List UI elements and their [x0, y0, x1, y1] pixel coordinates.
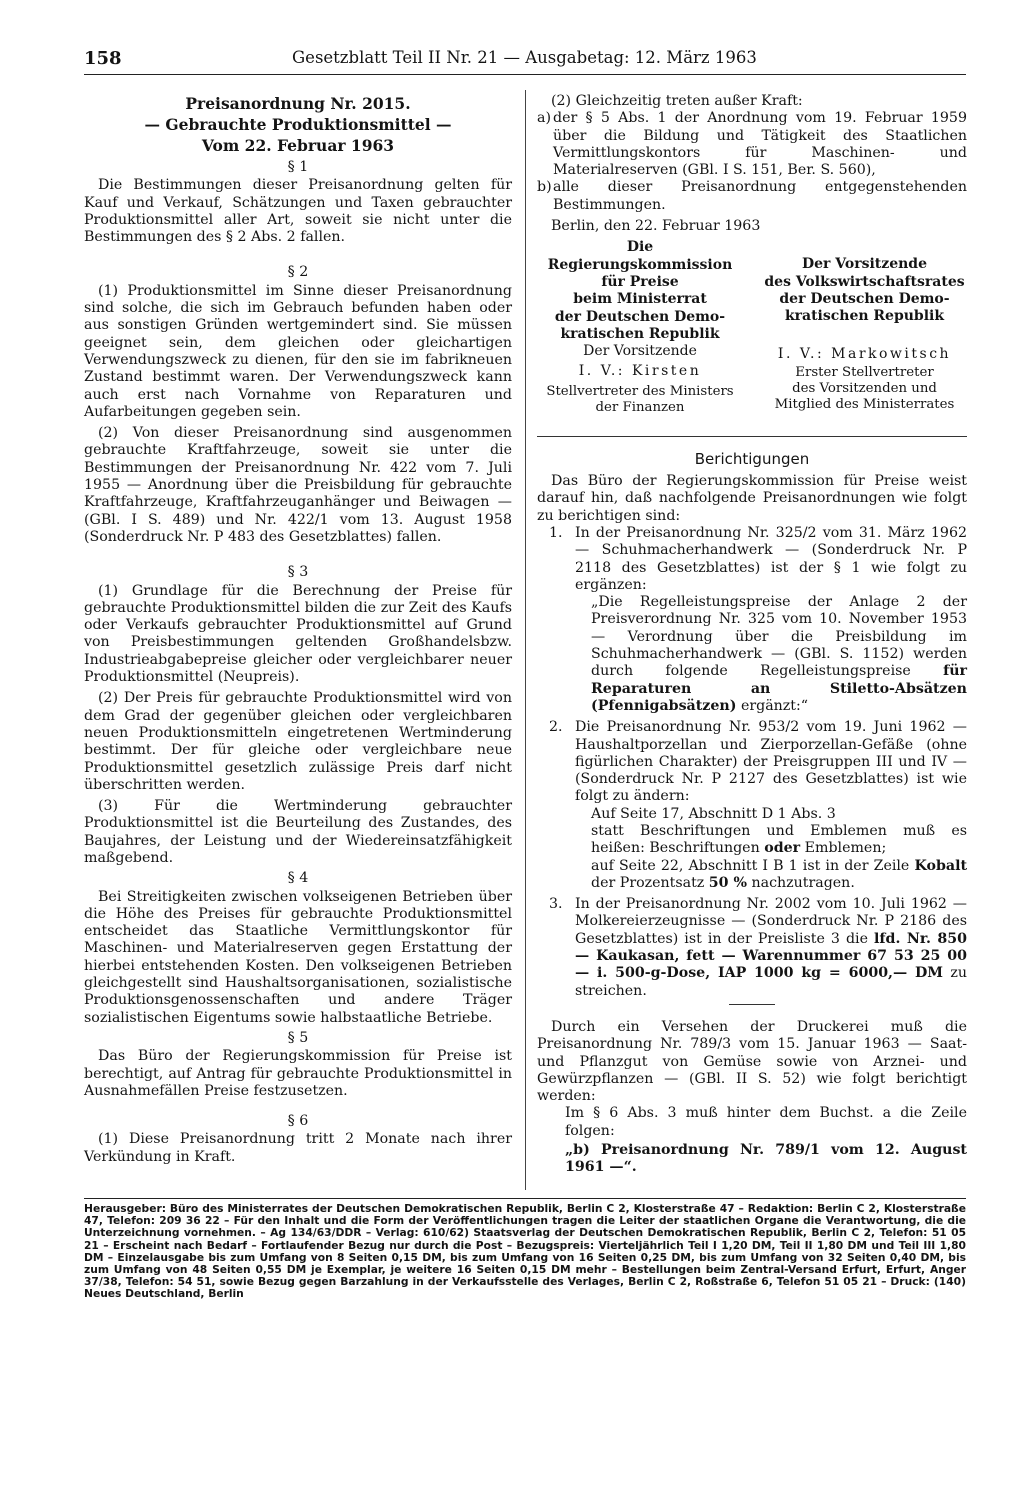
corrections-intro: Das Büro der Regierungskommission für Preise weist darauf hin, daß nachfolgende Preisanordnungen wie folgt zu berichtigen sind: [537, 473, 967, 524]
printing-error-text: Durch ein Versehen der Druckerei muß die Preisanordnung Nr. 789/3 vom 15. Januar 1963 — Saat- und Pflanzgut von Gemüse sowie von Arznei- und Gewürzpflanzen — (GBl. II S. 52) wie folgt berichtigt werden: [537, 1018, 967, 1105]
right-column [537, 93, 967, 1177]
item-label: 3. [549, 896, 563, 913]
signer-org: der Deutschen Demo- [779, 290, 950, 307]
repeal-item-a [537, 110, 967, 179]
sub-text: nachzutragen. [751, 874, 855, 891]
repeal-intro: (2) Gleichzeitig treten außer Kraft: [551, 93, 803, 109]
section-5-text: Das Büro der Regierungskommission für Preise ist berechtigt, auf Antrag für gebrauchte Produktionsmittel in Ausnahmefällen Preise festzusetzen. [84, 1048, 512, 1099]
signer-org: des Volkswirtschaftsrates [764, 273, 965, 290]
printing-error-line: „b) Preisanordnung Nr. 789/1 vom 12. August 1961 —“. [565, 1142, 967, 1176]
section-2-para-2: (2) Von dieser Preisanordnung sind ausgenommen gebrauchte Kraftfahrzeuge, soweit sie unter die Bestimmungen der Preisanordnung Nr. 422 vom 7. Juli 1955 — Anordnung über die Preisbildung für gebrauchte Kraftfahrzeuge, Kraftfahrzeuganhänger und Beiwagen — (GBl. I S. 489) und Nr. 422/1 vom 13. August 1958 (Sonderdruck Nr. P 483 des Gesetzblattes) fallen. [84, 425, 512, 545]
signer-org: für Preise [601, 273, 679, 290]
repeal-item-b [537, 179, 967, 214]
page-number: 158 [84, 48, 122, 69]
signer-org: beim Ministerrat [573, 291, 707, 308]
column-divider [525, 90, 526, 1190]
section-3-para-3: (3) Für die Wertminderung gebrauchter Produktionsmittel ist die Beurteilung des Zustandes, des Baujahres, der Leistung und der Wiedereinsatzfähigkeit maßgebend. [84, 798, 512, 866]
sub-text: Emblemen; [804, 840, 887, 857]
signer-org: der Deutschen Demo- [554, 308, 726, 325]
signature-right [762, 256, 967, 415]
sub-text: der Prozentsatz [591, 874, 705, 891]
quote-bold: für Reparaturen an Stiletto-Absätzen (Pfennigabsätzen) [591, 663, 967, 714]
printing-error-sub: Im § 6 Abs. 3 muß hinter dem Buchst. a die Zeile folgen: [565, 1105, 967, 1139]
signer-org: Der Vorsitzende [802, 256, 927, 273]
section-heading-2: § 2 [287, 264, 309, 281]
signer-title: der Finanzen [595, 399, 685, 415]
section-3-para-2: (2) Der Preis für gebrauchte Produktionsmittel wird von dem Grad der gegenüber gleichen oder vergleichbaren neuen Produktionsmitteln eingetretenen Wertminderung bestimmt. Der für gleiche oder vergleichbare neue Produktionsmittel gesetzlich zulässige Preis darf nicht überschritten werden. [84, 690, 512, 793]
section-4-text: Bei Streitigkeiten zwischen volkseigenen Betrieben über die Höhe des Preises für gebrauchte Produktionsmittel entscheidet das Staatliche Vermittlungskontor für Maschinen- und Materialreserven gegen Erstattung der hierbei entstehenden Kosten. Den volkseigenen Betrieben gleichgestellt sind Haushaltsorganisationen, sozialistische Produktionsgenossenschaften und andere Träger sozialistischen Eigentums sowie halbstaatliche Betriebe. [84, 888, 512, 1026]
c3-text: In der Preisanordnung Nr. 2002 vom 10. Juli 1962 — Molkereierzeugnisse — (Sonderdruck Nr. P 2186 des Gesetzblattes) ist in der Preisliste 3 die [575, 896, 967, 947]
sub-text: statt Beschriftungen und Emblemen muß es heißen: Beschriftungen [591, 822, 967, 857]
item-text: In der Preisanordnung Nr. 325/2 vom 31. März 1962 — Schuhmacherhandwerk — (Sonderdruck Nr. P 2118 des Gesetzblattes) ist der § 1 wie folgt zu ergänzen: [575, 524, 967, 593]
signer-name: I. V.: Kirsten [578, 363, 702, 380]
section-rule [537, 436, 967, 437]
item-label: b) [537, 179, 552, 196]
running-head: Gesetzblatt Teil II Nr. 21 — Ausgabetag: 12. März 1963 [292, 48, 757, 67]
corrections-heading: Berichtigungen [694, 449, 810, 468]
ordinance-date: Vom 22. Februar 1963 [201, 136, 395, 155]
header-rule [84, 74, 966, 75]
item-text: alle dieser Preisanordnung entgegenstehenden Bestimmungen. [553, 179, 967, 213]
ordinance-title: Preisanordnung Nr. 2015. [185, 94, 411, 113]
section-3-para-1: (1) Grundlage für die Berechnung der Preise für gebrauchte Produktionsmittel bilden die zur Zeit des Kaufs oder Verkaufs gebrauchter Produktionsmittel auf Grund von Preisbestimmungen geltenden Großhandelsbzw. Industrieabgabepreise gleicher oder vergleichbarer neuer Produktionsmittel (Neupreis). [84, 582, 512, 686]
item-text: der § 5 Abs. 1 der Anordnung vom 19. Februar 1959 über die Bildung und Tätigkeit des Staatlichen Vermittlungskontors für Maschinen- und Materialreserven (GBl. I S. 151, Ber. S. 560), [553, 110, 967, 179]
sub-bold: oder [764, 840, 801, 857]
section-heading-1: § 1 [287, 159, 309, 175]
item-label: 2. [549, 719, 563, 736]
sub-text: auf Seite 22, Abschnitt I B 1 ist in der Zeile [591, 857, 910, 874]
item-label: a) [537, 110, 551, 127]
section-heading-6: § 6 [287, 1113, 309, 1130]
place-date: Berlin, den 22. Februar 1963 [551, 218, 761, 235]
item-label: 1. [549, 524, 563, 541]
item-text [575, 896, 967, 1000]
section-heading-3: § 3 [287, 564, 309, 581]
sub-bold: Kobalt [914, 857, 968, 874]
correction-1-quote [591, 594, 967, 715]
correction-2-sub-2 [591, 823, 967, 858]
sub-bold: 50 % [708, 874, 747, 891]
section-heading-4: § 4 [287, 870, 309, 887]
signer-name: I. V.: Markowitsch [777, 345, 952, 362]
signer-role: Der Vorsitzende [583, 343, 697, 360]
correction-2-sub-1: Auf Seite 17, Abschnitt D 1 Abs. 3 [591, 805, 836, 822]
signer-title: Stellvertreter des Ministers [546, 383, 734, 399]
signer-title: Mitglied des Ministerrates [774, 396, 955, 412]
signature-left [537, 239, 743, 415]
quote-end: ergänzt:“ [740, 697, 809, 714]
signature-block [537, 239, 967, 415]
correction-2 [549, 719, 967, 805]
signer-org: kratischen Republik [560, 325, 720, 342]
item-text: Die Preisanordnung Nr. 953/2 vom 19. Juni 1962 — Haushaltporzellan und Zierporzellan-Gefäße (ohne figürlichen Charakter) der Preisgruppen III und IV — (Sonderdruck Nr. P 2127 des Gesetzblattes) ist wie folgt zu ändern: [575, 719, 967, 805]
left-column [84, 93, 512, 1166]
correction-2-sub-3 [591, 858, 967, 893]
signer-org: kratischen Republik [784, 308, 945, 325]
signer-org: Die Regierungskommission [547, 239, 733, 273]
section-heading-5: § 5 [287, 1029, 309, 1046]
section-1-text: Die Bestimmungen dieser Preisanordnung gelten für Kauf und Verkauf, Schätzungen und Taxen gebrauchter Produktionsmittel aller Art, soweit sie nicht unter die Bestimmungen des § 2 Abs. 2 fallen. [84, 177, 512, 246]
section-2-para-1: (1) Produktionsmittel im Sinne dieser Preisanordnung sind solche, die sich im Gebrauch befunden haben oder aus sonstigen Gründen wertgemindert sind. Sie müssen geeignet sein, dem gleichen oder gleichartigen Verwendungszweck zu dienen, für den sie im fabrikneuen Zustand bestimmt waren. Der Verwendungszweck kann auch erst nach Vornahme von Reparaturen und Aufarbeitungen gegeben sein. [84, 282, 512, 420]
signer-title: Erster Stellvertreter [795, 364, 934, 380]
quote-text: „Die Regelleistungspreise der Anlage 2 der Preisverordnung Nr. 325 vom 10. November 1953 — Verordnung über die Preisbildung im Schuhmacherhandwerk — (GBl. S. 1152) werden durch folgende Regelleistungspreise [591, 594, 967, 680]
footer-rule [84, 1198, 966, 1199]
signer-title: des Vorsitzenden und [792, 380, 937, 396]
c3-end: zu streichen. [575, 965, 967, 999]
ordinance-subject: — Gebrauchte Produktionsmittel — [144, 115, 452, 134]
section-6-text: (1) Diese Preisanordnung tritt 2 Monate nach ihrer Verkündung in Kraft. [84, 1131, 512, 1165]
correction-3 [549, 896, 967, 1000]
c3-bold: lfd. Nr. 850 — Kaukasan, fett — Warennummer 67 53 25 00 — i. 500-g-Dose, IAP 1000 kg = 6000,— DM [575, 930, 968, 982]
correction-1 [549, 525, 967, 594]
short-rule [729, 1004, 775, 1005]
imprint: Herausgeber: Büro des Ministerrates der Deutschen Demokratischen Republik, Berlin C 2, Klosterstraße 47 – Redaktion: Berlin C 2, Klosterstraße 47, Telefon: 209 36 22 – Für den Inhalt und die Form der Veröffentlichungen tragen die Leiter der staatlichen Organe die Verantwortung, die die Unterzeichnung vornehmen. – Ag 134/63/DDR – Verlag: 610/62) Staatsverlag der Deutschen Demokratischen Republik, Berlin C 2, Telefon: 51 05 21 – Erscheint nach Bedarf – Fortlaufender Bezug nur durch die Post – Bezugspreis: Vierteljährlich Teil I 1,20 DM, Teil II 1,80 DM und Teil III 1,80 DM – Einzelausgabe bis zum Umfang von 8 Seiten 0,15 DM, bis zum Umfang von 16 Seiten 0,25 DM, bis zum Umfang von 32 Seiten 0,40 DM, bis zum Umfang von 48 Seiten 0,55 DM je Exemplar, je weitere 16 Seiten 0,15 DM mehr – Bestellungen beim Zentral-Versand Erfurt, Erfurt, Anger 37/38, Telefon: 54 51, sowie Bezug gegen Barzahlung in der Verkaufsstelle des Verlages, Berlin C 2, Roßstraße 6, Telefon 51 05 21 – Druck: (140) Neues Deutschland, Berlin [84, 1202, 966, 1301]
